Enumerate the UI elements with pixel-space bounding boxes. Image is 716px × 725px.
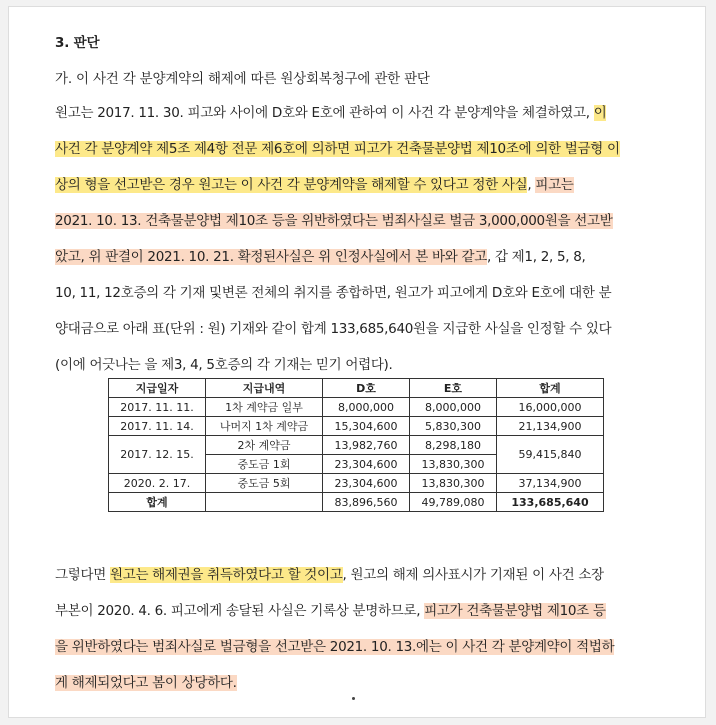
table-row xyxy=(109,398,604,417)
table-cell: 2020. 2. 17. xyxy=(109,474,206,493)
table-cell: 나머지 1차 계약금 xyxy=(206,417,323,436)
document-page xyxy=(8,6,706,718)
table-cell: 13,830,300 xyxy=(410,474,497,493)
para1-line1 xyxy=(55,101,606,121)
para1-line8: (이에 어긋나는 을 제3, 4, 5호증의 각 기재는 믿기 어렵다). xyxy=(55,357,393,373)
text-span: 부본이 2020. 4. 6. 피고에게 송달된 사실은 기록상 분명하므로, xyxy=(55,603,425,619)
table-cell: 합계 xyxy=(109,493,206,512)
table-header: 합계 xyxy=(497,379,604,398)
text-span: , 갑 제1, 2, 5, 8, xyxy=(486,249,586,265)
table-row xyxy=(109,436,604,455)
highlight-yellow: 원고는 해제권을 취득하였다고 할 것이고 xyxy=(109,567,343,583)
table-cell: 23,304,600 xyxy=(323,455,410,474)
table-cell: 중도금 5회 xyxy=(206,474,323,493)
table-cell: 59,415,840 xyxy=(497,436,604,474)
table-row xyxy=(109,417,604,436)
highlight-yellow: 이 xyxy=(593,105,607,121)
table-cell: 8,000,000 xyxy=(323,398,410,417)
text-span: , 원고의 해제 의사표시가 기재된 이 사건 소장 xyxy=(342,567,604,583)
para1-line2 xyxy=(55,137,620,157)
table-cell: 중도금 1회 xyxy=(206,455,323,474)
highlight-yellow: 상의 형을 선고받은 경우 원고는 이 사건 각 분양계약을 해제할 수 있다고 정한 사실 xyxy=(55,177,528,193)
table-header: 지급내역 xyxy=(206,379,323,398)
table-row xyxy=(109,474,604,493)
table-cell: 133,685,640 xyxy=(497,493,604,512)
para2-line1 xyxy=(55,563,604,583)
para1-line5 xyxy=(55,245,586,265)
table-total-row xyxy=(109,493,604,512)
table-cell: 15,304,600 xyxy=(323,417,410,436)
para2-line4 xyxy=(55,671,237,691)
table-cell: 8,000,000 xyxy=(410,398,497,417)
table-header: 지급일자 xyxy=(109,379,206,398)
highlight-pink: 았고, 위 판결이 2021. 10. 21. 확정된사실은 위 인정사실에서 본 바와 같고 xyxy=(55,249,487,265)
table-cell: 16,000,000 xyxy=(497,398,604,417)
text-span: 원고는 2017. 11. 30. 피고와 사이에 D호와 E호에 관하여 이 사건 각 분양계약을 체결하였고, xyxy=(55,105,594,121)
highlight-pink: 2021. 10. 13. 건축물분양법 제10조 등을 위반하였다는 범죄사실로 벌금 3,000,000원을 선고받 xyxy=(55,213,613,229)
highlight-pink: 피고가 건축물분양법 제10조 등 xyxy=(424,603,606,619)
highlight-pink: 게 해제되었다고 봄이 상당하다. xyxy=(55,675,237,691)
table-cell: 2017. 12. 15. xyxy=(109,436,206,474)
para1-line7: 양대금으로 아래 표(단위 : 원) 기재와 같이 합계 133,685,640원을 지급한 사실을 인정할 수 있다 xyxy=(55,321,612,337)
page-marker-dot xyxy=(352,697,355,700)
highlight-pink: 피고는 xyxy=(535,177,574,193)
table-cell: 5,830,300 xyxy=(410,417,497,436)
table-header: E호 xyxy=(410,379,497,398)
para1-line3 xyxy=(55,173,574,193)
table-cell: 13,982,760 xyxy=(323,436,410,455)
subsection-heading: 가. 이 사건 각 분양계약의 해제에 따른 원상회복청구에 관한 판단 xyxy=(55,71,430,87)
table-cell: 13,830,300 xyxy=(410,455,497,474)
para2-line2 xyxy=(55,599,606,619)
text-span: , xyxy=(527,177,536,193)
text-span: 그렇다면 xyxy=(55,567,110,583)
para1-line6: 10, 11, 12호증의 각 기재 및변론 전체의 취지를 종합하면, 원고가 피고에게 D호와 E호에 대한 분 xyxy=(55,285,612,301)
table-header: D호 xyxy=(323,379,410,398)
highlight-pink: 을 위반하였다는 범죄사실로 벌금형을 선고받은 2021. 10. 13.에는 이 사건 각 분양계약이 적법하 xyxy=(55,639,615,655)
table-cell: 83,896,560 xyxy=(323,493,410,512)
payment-table xyxy=(108,378,604,512)
table-cell: 1차 계약금 일부 xyxy=(206,398,323,417)
para2-line3 xyxy=(55,635,614,655)
para1-line4 xyxy=(55,209,613,229)
table-cell: 23,304,600 xyxy=(323,474,410,493)
table-header-row xyxy=(109,379,604,398)
table-cell: 2차 계약금 xyxy=(206,436,323,455)
table-cell: 21,134,900 xyxy=(497,417,604,436)
table-cell: 2017. 11. 14. xyxy=(109,417,206,436)
table-cell: 8,298,180 xyxy=(410,436,497,455)
table-cell: 37,134,900 xyxy=(497,474,604,493)
table-cell: 49,789,080 xyxy=(410,493,497,512)
section-heading: 3. 판단 xyxy=(55,35,100,51)
table-cell: 2017. 11. 11. xyxy=(109,398,206,417)
highlight-yellow: 사건 각 분양계약 제5조 제4항 전문 제6호에 의하면 피고가 건축물분양법 제10조에 의한 벌금형 이 xyxy=(55,141,620,157)
table-cell xyxy=(206,493,323,512)
